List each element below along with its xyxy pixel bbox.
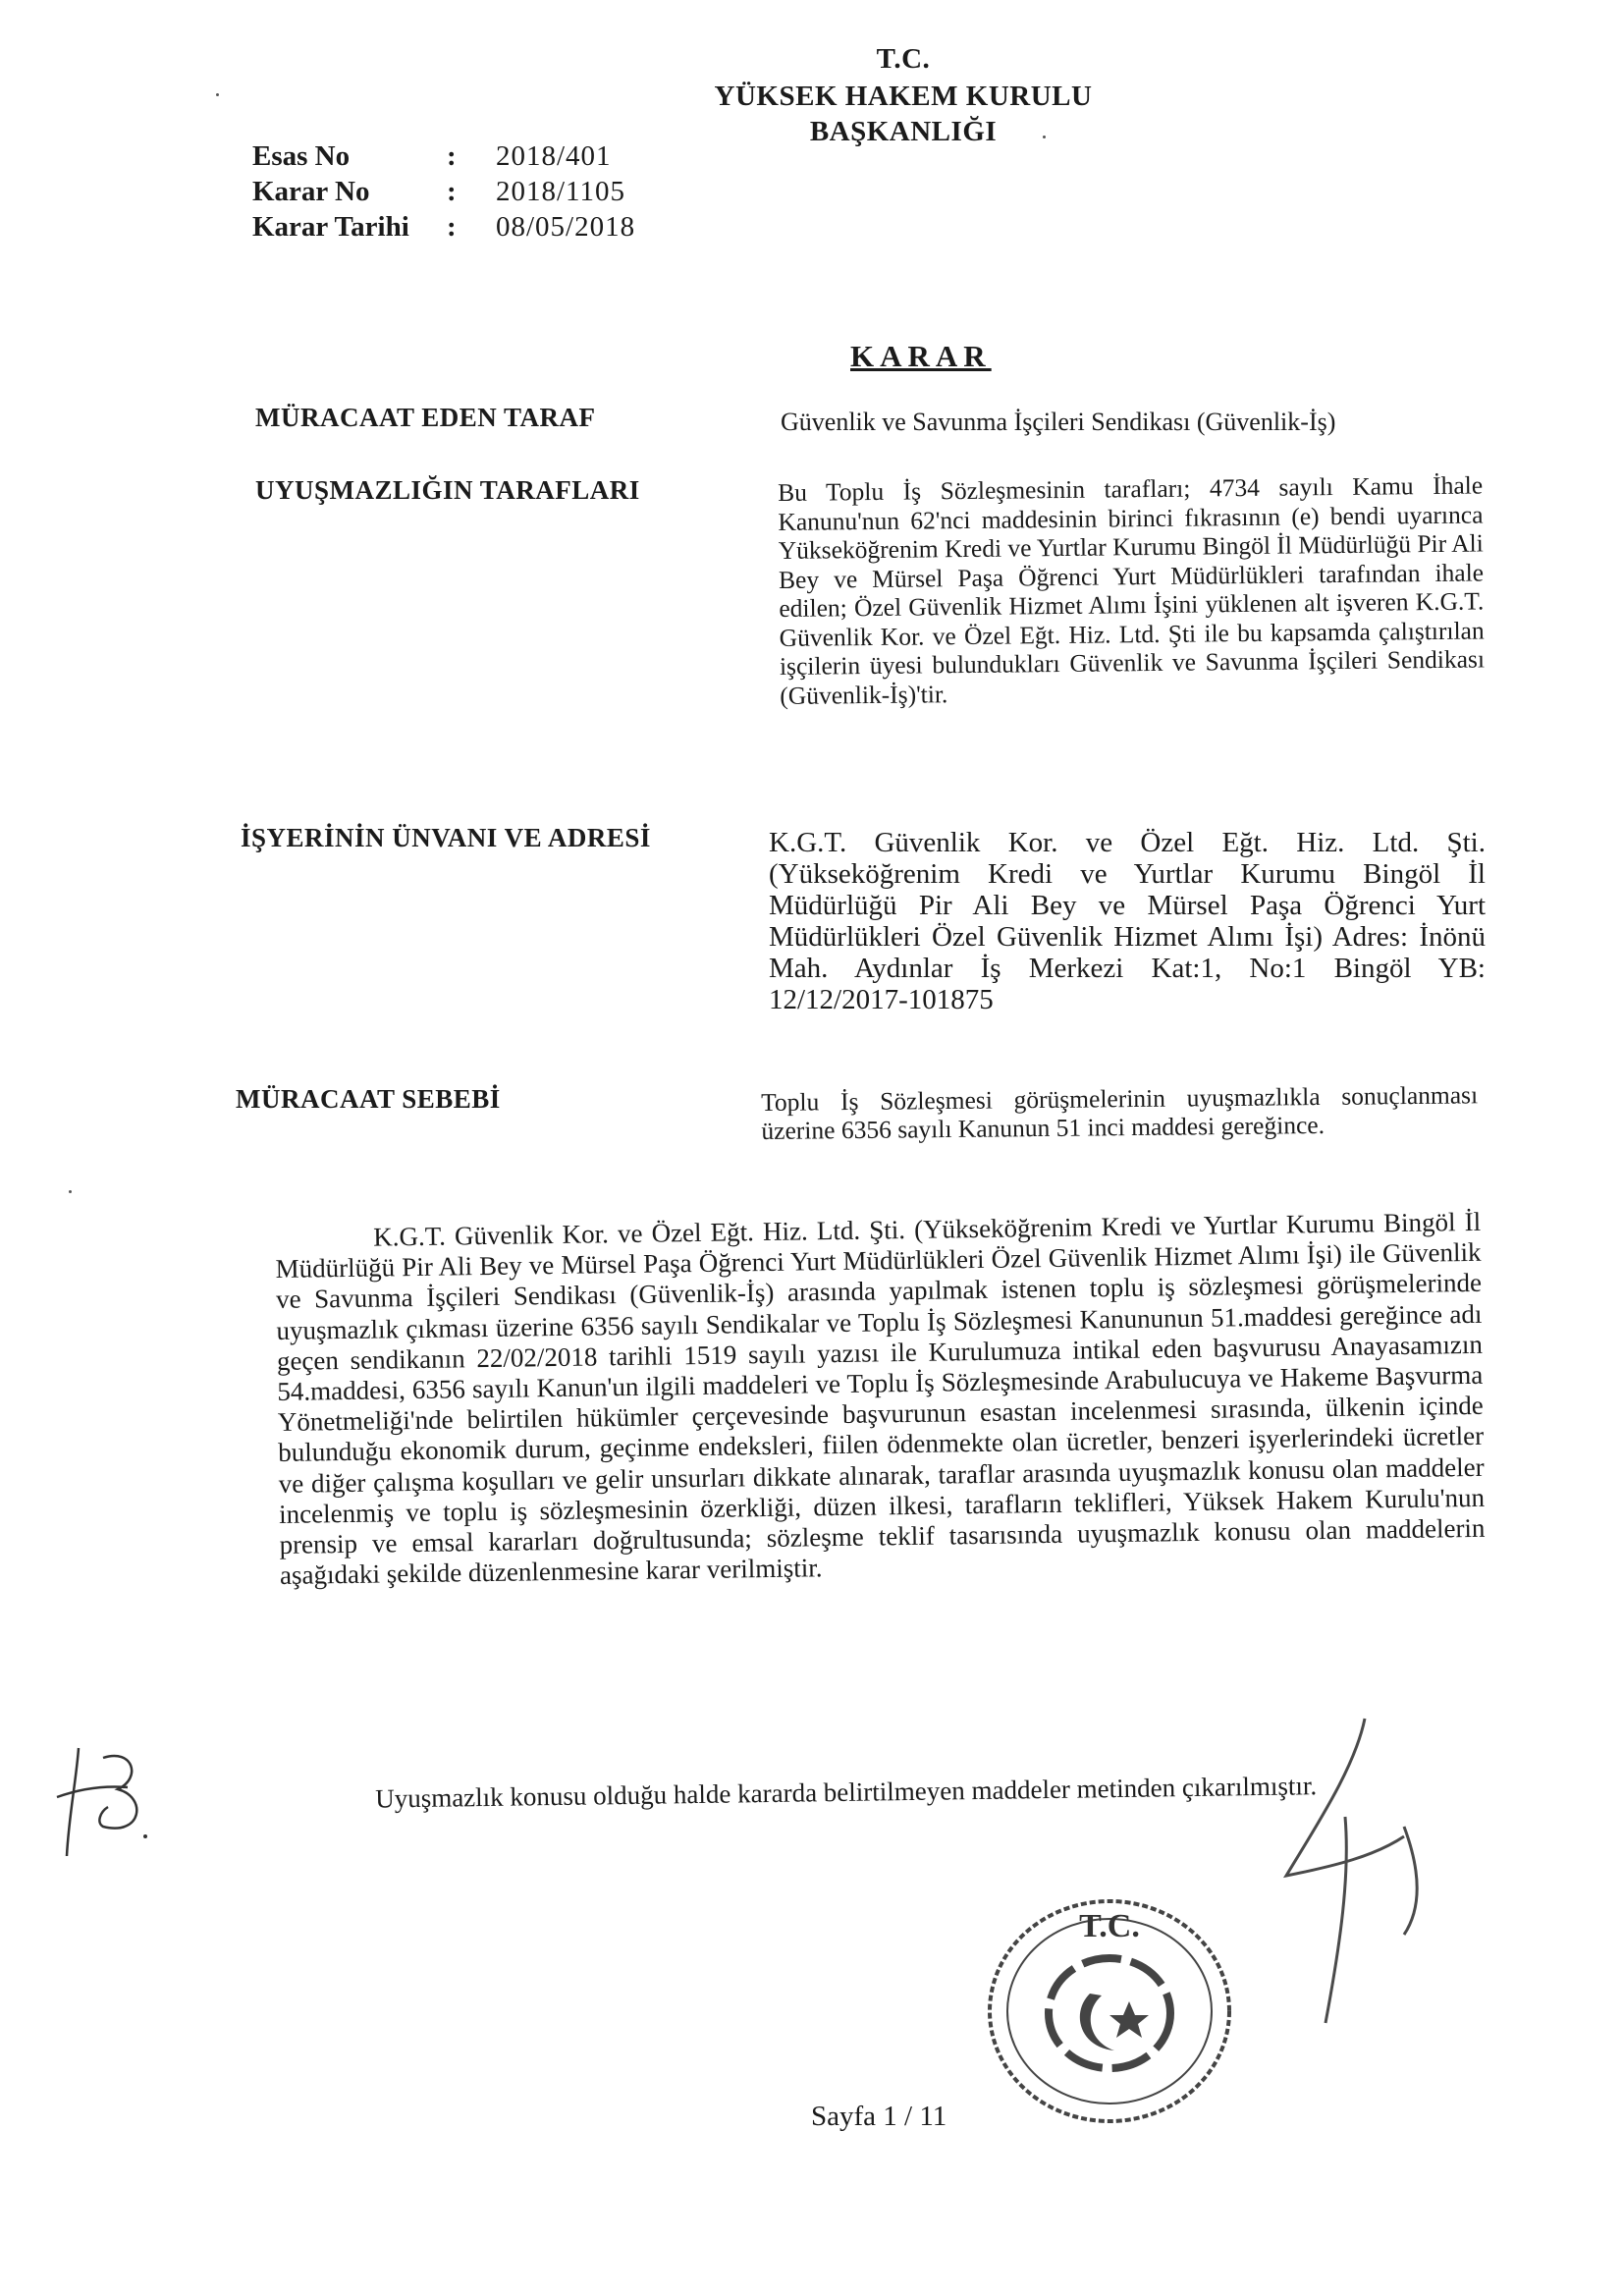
header-tc: T.C. — [876, 43, 931, 75]
handwritten-initials-icon — [49, 1728, 157, 1866]
meta-colon: : — [447, 176, 457, 207]
value-sebep: Toplu İş Sözleşmesi görüşmelerinin uyuşmazlıkla sonuçlanması üzerine 6356 sayılı Kanunun 51 inci maddesi gereğince. — [761, 1080, 1479, 1145]
meta-key: Karar Tarihi — [252, 211, 409, 243]
meta-key: Karar No — [252, 176, 370, 207]
meta-row-tarih — [252, 211, 635, 246]
label-isyeri: İŞYERİNİN ÜNVANI VE ADRESİ — [241, 823, 651, 852]
scan-speck — [216, 93, 219, 96]
header-institution: YÜKSEK HAKEM KURULU — [714, 81, 1093, 112]
paragraph-text: K.G.T. Güvenlik Kor. ve Özel Eğt. Hiz. Ltd. Şti. (Yükseköğrenim Kredi ve Yurtlar Kurumu Bingöl İl Müdürlüğü Pir Ali Bey ve Mürsel Paşa Öğrenci Yurt Müdürlükleri Özel Güvenlik Hizmet Alımı İşi) ile Güvenlik ve Savunma İşçileri Sendikası (Güvenlik-İş) arasında yapılmak istenen toplu iş sözleşmesi görüşmelerinde uyuşmazlık çıkması üzerine 6356 sayılı Sendikalar ve Toplu İş Sözleşmesi Kanununun 51.maddesi gereğince adı geçen sendikanın 22/02/2018 tarihli 1519 sayılı yazısı ile Kurulumuza intikal eden başvurusu Anayasamızın 54.maddesi, 6356 sayılı Kanun'un ilgili maddeleri ve Toplu İş Sözleşmesinde Arabulucuya ve Hakeme Başvurma Yönetmeliği'nde belirtilen hükümler çerçevesinde başvurunun esastan incelenmesi sırasında, ülkenin içinde bulunduğu ekonomik durum, geçinme endeksleri, fiilen ödenmekte olan ücretler, benzeri işyerlerindeki ücretler ve diğer çalışma koşulları ve gelir unsurları dikkate alınarak, taraflar arasında uyuşmazlık konusu olan maddeler incelenmiş ve toplu iş sözleşmesinin özerkliği, düzen ilkesi, tarafların teklifleri, Yüksek Hakem Kurulu'nun prensip ve emsal kararları doğrultusunda; sözleşme teklif tasarısında uyuşmazlık konusu olan maddelerin aşağıdaki şekilde düzenlenmesine karar verilmiştir. — [275, 1206, 1486, 1591]
value-isyeri: K.G.T. Güvenlik Kor. ve Özel Eğt. Hiz. Ltd. Şti. (Yükseköğrenim Kredi ve Yurtlar Kurumu Bingöl İl Müdürlüğü Pir Ali Bey ve Mürsel Paşa Öğrenci Yurt Müdürlükleri Özel Güvenlik Hizmet Alımı İşi) Adres: İnönü Mah. Aydınlar İş Merkezi Kat:1, No:1 Bingöl YB: 12/12/2017-101875 — [769, 827, 1486, 1015]
header-presidency: BAŞKANLIĞI — [809, 116, 998, 147]
meta-row-esas — [252, 140, 635, 176]
meta-value: 2018/1105 — [496, 176, 625, 207]
seal-text: T.C. — [1079, 1908, 1140, 1944]
paragraph-text: Uyuşmazlık konusu olduğu halde kararda belirtilmeyen maddeler metinden çıkarılmıştır. — [374, 1771, 1318, 1814]
case-meta — [252, 140, 635, 246]
document-title: KARAR — [850, 339, 992, 373]
meta-value: 2018/401 — [496, 140, 612, 172]
meta-colon: : — [447, 211, 457, 243]
label-taraflar: UYUŞMAZLIĞIN TARAFLARI — [255, 475, 640, 505]
official-seal-icon — [972, 1886, 1247, 2141]
meta-value: 08/05/2018 — [496, 211, 636, 243]
scan-speck — [69, 1190, 72, 1193]
label-sebep: MÜRACAAT SEBEBİ — [236, 1084, 501, 1114]
scan-speck — [1043, 136, 1046, 138]
meta-row-karar — [252, 176, 635, 211]
body-paragraph — [275, 1207, 1486, 1592]
handwritten-signature-icon — [1257, 1709, 1453, 2033]
meta-key: Esas No — [252, 140, 351, 172]
label-muracaat-eden: MÜRACAAT EDEN TARAF — [255, 403, 596, 432]
page-number: Sayfa 1 / 11 — [811, 2101, 947, 2132]
meta-colon: : — [447, 140, 457, 172]
value-muracaat-eden: Güvenlik ve Savunma İşçileri Sendikası (Güvenlik-İş) — [781, 408, 1336, 436]
value-taraflar: Bu Toplu İş Sözleşmesinin tarafları; 4734 sayılı Kamu İhale Kanunu'nun 62'nci maddesinin birinci fıkrasının (e) bendi uyarınca Yükseköğrenim Kredi ve Yurtlar Kurumu Bingöl İl Müdürlüğü Pir Ali Bey ve Mürsel Paşa Öğrenci Yurt Müdürlükleri tarafından ihale edilen; Özel Güvenlik Hizmet Alımı İşini yüklenen alt işveren K.G.T. Güvenlik Kor. ve Özel Eğt. Hiz. Ltd. Şti ile bu kapsamda çalıştırılan işçilerin üyesi bulundukları Güvenlik ve Savunma İşçileri Sendikası (Güvenlik-İş)'tir. — [778, 470, 1486, 710]
